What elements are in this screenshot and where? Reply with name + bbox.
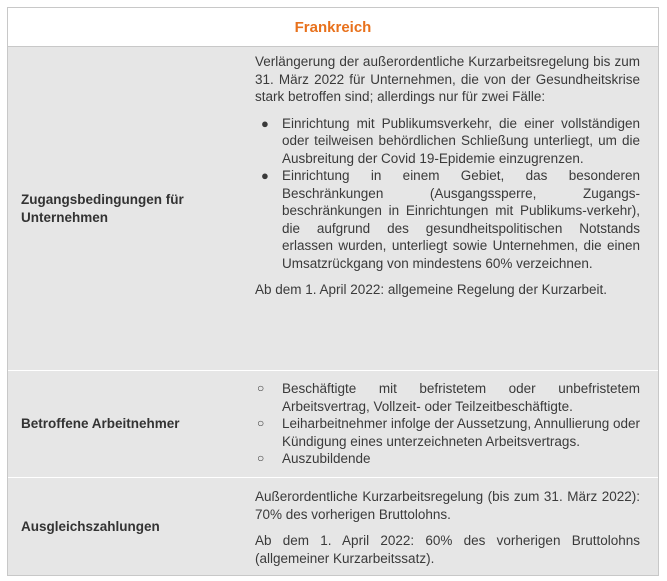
row-content: [241, 47, 658, 370]
table-header: [8, 8, 658, 47]
row-label: [8, 371, 241, 477]
row-label-text: Zugangsbedingungen für Unternehmen: [21, 191, 184, 225]
table-row-compensation: [8, 477, 658, 575]
list-item: [255, 450, 640, 468]
list-item-text: Einrichtung mit Publikumsverkehr, die einer vollständigen oder teilweisen behördlichen Schließung unterliegt, um die Ausbreitung der Covid 19-Epidemie einzugrenzen.: [282, 115, 640, 166]
list-item: [255, 415, 640, 450]
row-content: [241, 371, 658, 477]
bullet-dot-icon: ●: [261, 168, 269, 183]
table-row-access-conditions: [8, 47, 658, 370]
bullet-list: [255, 115, 640, 273]
bullet-dot-icon: ●: [261, 115, 269, 131]
list-item: [255, 380, 640, 415]
outro-paragraph: Ab dem 1. April 2022: allgemeine Regelung der Kurzarbeit.: [255, 282, 607, 297]
list-item: [255, 167, 640, 272]
bullet-circle-icon: ○: [257, 451, 265, 465]
list-item-text: Einrichtung in einem Gebiet, das besonderen Beschränkungen (Ausgangssperre, Zugangs-beschränkungen in Einrichtungen mit Publikums-verkehr), die aufgrund des gesundheitspolitischen Notstands erlassen wurden, unterliegt sowie Unternehmen, die einen Umsatzrückgang von mindestens 60% verzeichnen.: [282, 168, 640, 271]
list-item: [255, 115, 640, 168]
list-item-text: Auszubildende: [282, 451, 371, 466]
row-label: [8, 47, 241, 370]
table-row-affected-employees: [8, 370, 658, 477]
row-label: [8, 478, 241, 575]
bullet-list: [255, 380, 640, 468]
row-label-text: Ausgleichszahlungen: [21, 518, 160, 534]
compensation-paragraph: Ab dem 1. April 2022: 60% des vorherigen Bruttolohns (allgemeiner Kurzarbeitssatz).: [255, 533, 640, 566]
bullet-circle-icon: ○: [257, 381, 265, 395]
row-content: [241, 478, 658, 575]
compensation-paragraph: Außerordentliche Kurzarbeitsregelung (bis zum 31. März 2022): 70% des vorherigen Bruttolohns.: [255, 489, 640, 522]
row-label-text: Betroffene Arbeitnehmer: [21, 416, 180, 431]
bullet-circle-icon: ○: [257, 416, 265, 430]
list-item-text: Leiharbeitnehmer infolge der Aussetzung, Annullierung oder Kündigung eines unterzeichneten Arbeitsvertrags.: [282, 416, 640, 449]
comparison-table: [7, 7, 659, 576]
intro-paragraph: Verlängerung der außerordentliche Kurzarbeitsregelung bis zum 31. März 2022 für Unternehmen, die von der Gesundheitskrise stark betroffen sind; allerdings nur für zwei Fälle:: [255, 54, 640, 104]
country-title: Frankreich: [294, 18, 372, 36]
list-item-text: Beschäftigte mit befristetem oder unbefristetem Arbeitsvertrag, Vollzeit- oder Teilzeitbeschäftigte.: [282, 381, 640, 414]
